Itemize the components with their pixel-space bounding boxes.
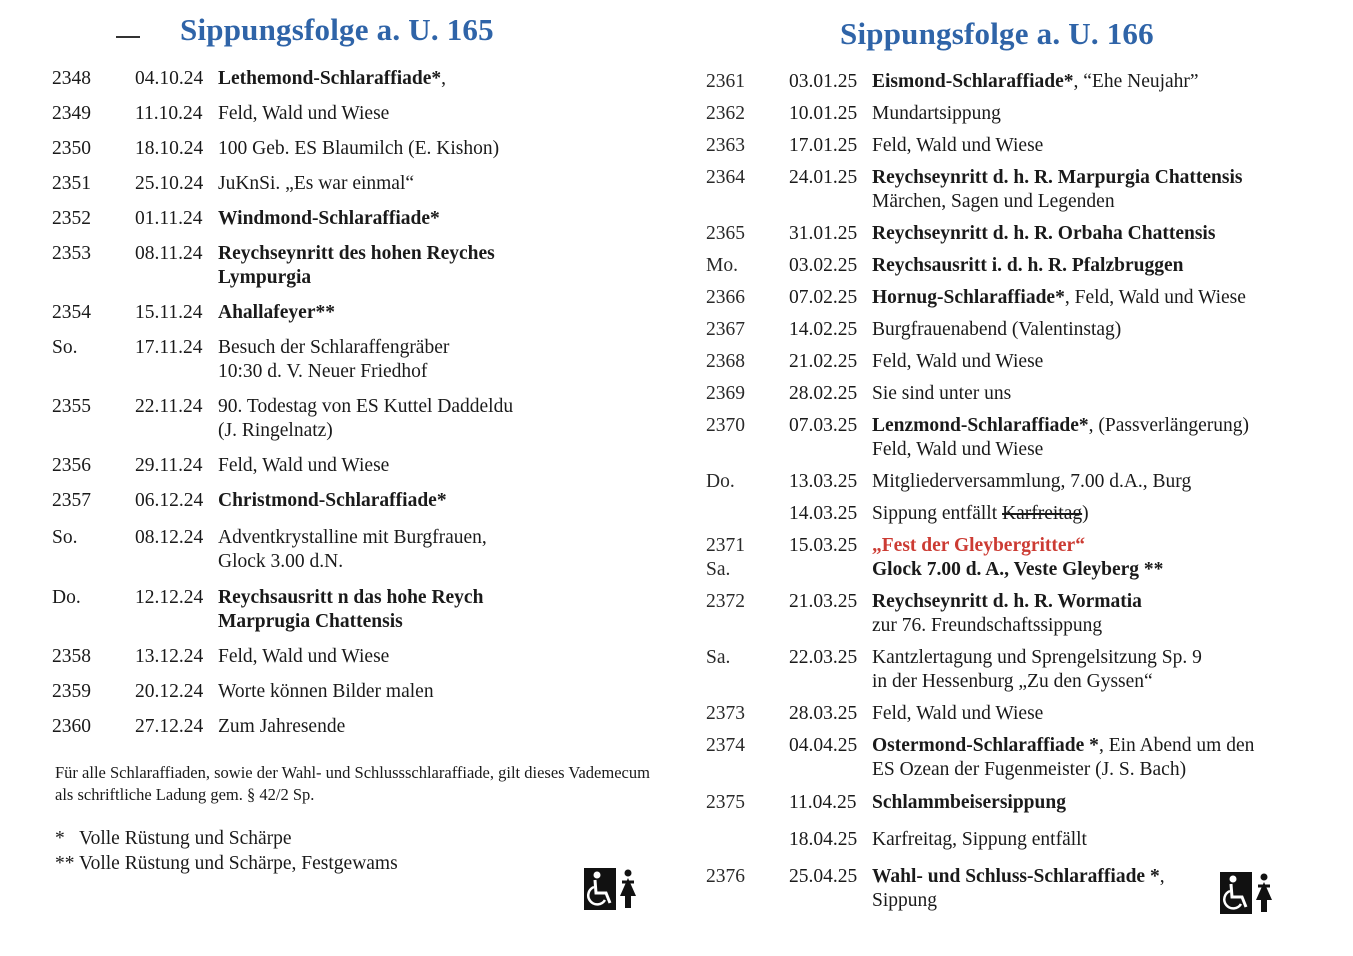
entry-date: 17.11.24: [135, 337, 203, 358]
event-title: Reychseynritt d. h. R. Orbaha Chattensis: [872, 223, 1216, 244]
event-highlight: „Fest der Gleybergritter“: [872, 535, 1085, 556]
entry-line-2: 10:30 d. V. Neuer Friedhof: [218, 361, 428, 382]
entry-text: [872, 254, 1183, 278]
event-title: Ostermond-Schlaraffiade *: [872, 735, 1099, 756]
entry-text: [872, 102, 1001, 126]
entry-line: [872, 734, 1254, 758]
entry-text: [872, 828, 1087, 852]
entry-date: 04.04.25: [789, 735, 858, 756]
event-detail: Feld, Wald und Wiese: [218, 103, 390, 124]
entry-date: 14.03.25: [789, 503, 858, 524]
entry-date: 22.11.24: [135, 396, 203, 417]
entry-number: [52, 336, 77, 360]
event-detail: , Ein Abend um den: [1098, 735, 1255, 756]
entry-number-text: 2351: [52, 173, 91, 194]
entry-number: [706, 734, 745, 758]
entry-number: [706, 70, 745, 94]
entry-text: [872, 791, 1066, 815]
entry-number: [706, 286, 745, 310]
entry-number: [52, 172, 91, 196]
entry-date: 03.01.25: [789, 71, 858, 92]
entry-number: [52, 242, 91, 266]
entry-line: [218, 680, 434, 704]
entry-date: 24.01.25: [789, 167, 858, 188]
entry-date: 21.03.25: [789, 591, 858, 612]
entry-number: [52, 680, 91, 704]
event-title: Schlammbeisersippung: [872, 792, 1066, 813]
entry-date: 17.01.25: [789, 135, 858, 156]
entry-line: [218, 172, 414, 196]
event-detail: ): [1082, 503, 1089, 524]
event-title: Reychsausritt i. d. h. R. Pfalzbruggen: [872, 255, 1184, 276]
entry-line: [218, 454, 389, 478]
entry-weekday: Sa.: [706, 559, 731, 580]
entry-date: 18.04.25: [789, 829, 858, 850]
entry-date: 07.02.25: [789, 287, 858, 308]
entry-line: [218, 102, 389, 126]
entry-line: [872, 502, 1089, 526]
entry-date: 15.03.25: [789, 535, 858, 556]
entry-line: [872, 791, 1066, 815]
entry-line-2: ES Ozean der Fugenmeister (J. S. Bach): [872, 759, 1187, 780]
entry-number: [706, 646, 730, 670]
entry-line: [872, 70, 1199, 94]
entry-date: 20.12.24: [135, 681, 204, 702]
entry-number-text: 2371: [706, 535, 745, 556]
entry-date: 31.01.25: [789, 223, 858, 244]
entry-line: [872, 102, 1001, 126]
entry-number-text: 2364: [706, 167, 745, 188]
entry-number-text: 2360: [52, 716, 91, 737]
entry-date: 28.02.25: [789, 383, 858, 404]
event-detail: , “Ehe Neujahr”: [1073, 71, 1199, 92]
entry-line: [218, 301, 335, 325]
entry-text: [218, 586, 483, 634]
accessibility-icon: [1220, 872, 1276, 914]
entry-line: [218, 336, 449, 360]
entry-text: [218, 526, 487, 574]
entry-line: [872, 470, 1191, 494]
event-detail: , (Passverlängerung): [1088, 415, 1249, 436]
entry-line: [872, 646, 1202, 670]
entry-date: 28.03.25: [789, 703, 858, 724]
legend-item: * Volle Rüstung und Schärpe: [55, 828, 292, 849]
entry-number-text: Do.: [52, 587, 81, 608]
entry-number-text: 2365: [706, 223, 745, 244]
entry-number-text: 2352: [52, 208, 91, 229]
legend-item: ** Volle Rüstung und Schärpe, Festgewams: [55, 853, 398, 874]
entry-line: [872, 166, 1243, 190]
entry-number: [52, 645, 91, 669]
entry-text: [218, 336, 449, 384]
entry-date: 11.04.25: [789, 792, 857, 813]
event-title: Reychseynritt d. h. R. Marpurgia Chattensis: [872, 167, 1243, 188]
entry-number-text: 2374: [706, 735, 745, 756]
event-detail: Kantzlertagung und Sprengelsitzung Sp. 9: [872, 647, 1202, 668]
entry-text: [218, 489, 447, 513]
entry-date: 21.02.25: [789, 351, 858, 372]
event-title: Ahallafeyer**: [218, 302, 335, 323]
event-detail: 90. Todestag von ES Kuttel Daddeldu: [218, 396, 514, 417]
entry-number-text: 2368: [706, 351, 745, 372]
entry-line-2: Sippung: [872, 890, 938, 911]
entry-line: [872, 414, 1249, 438]
event-title: Lethemond-Schlaraffiade*: [218, 68, 442, 89]
entry-text: [872, 590, 1142, 638]
entry-date: 11.10.24: [135, 103, 203, 124]
entry-number: [52, 67, 91, 91]
entry-date: 27.12.24: [135, 716, 204, 737]
entry-line: [872, 382, 1011, 406]
page-title-right: Sippungsfolge a. U. 166: [840, 16, 1154, 51]
entry-line: [218, 395, 513, 419]
entry-number-text: 2348: [52, 68, 91, 89]
event-detail: Sippung entfällt: [872, 503, 1002, 524]
event-detail: Mundartsippung: [872, 103, 1001, 124]
entry-number-text: 2359: [52, 681, 91, 702]
entry-number-text: Sa.: [706, 647, 731, 668]
entry-line: [872, 590, 1142, 614]
entry-text: [218, 715, 345, 739]
entry-number-text: 2358: [52, 646, 91, 667]
event-title: Reychsausritt n das hohe Reych: [218, 587, 484, 608]
entry-text: [872, 166, 1243, 214]
entry-date: 04.10.24: [135, 68, 204, 89]
scan-mark: [116, 36, 140, 38]
entry-number-text: 2356: [52, 455, 91, 476]
entry-number: [706, 414, 745, 438]
event-detail: Feld, Wald und Wiese: [218, 455, 390, 476]
entry-number: [706, 254, 738, 278]
entry-text: [218, 172, 414, 196]
entry-date: 12.12.24: [135, 587, 204, 608]
entry-line: [872, 865, 1165, 889]
entry-number-text: 2354: [52, 302, 91, 323]
event-detail: Adventkrystalline mit Burgfrauen,: [218, 527, 487, 548]
entry-text: [872, 70, 1199, 94]
entry-number: [52, 526, 77, 550]
event-detail: Besuch der Schlaraffengräber: [218, 337, 450, 358]
entry-number-text: 2372: [706, 591, 745, 612]
entry-text: [218, 67, 446, 91]
footnote: Für alle Schlaraffiaden, sowie der Wahl- und Schlussschlaraffiade, gilt dieses Vademecum als schriftliche Ladung gem. § 42/2 Sp.: [55, 763, 650, 804]
entry-date: 08.11.24: [135, 243, 203, 264]
event-title: Wahl- und Schluss-Schlaraffiade *: [872, 866, 1160, 887]
entry-number: [706, 102, 745, 126]
entry-text: [872, 414, 1249, 462]
entry-date: 13.03.25: [789, 471, 858, 492]
entry-line: [872, 534, 1163, 558]
entry-number: [52, 301, 91, 325]
page-title-left: Sippungsfolge a. U. 165: [180, 12, 494, 47]
entry-number-text: 2350: [52, 138, 91, 159]
entry-number-text: 2357: [52, 490, 91, 511]
entry-text: [872, 222, 1215, 246]
struck-text: Karfreitag: [1002, 503, 1083, 524]
entry-line: [218, 645, 389, 669]
entry-number-text: 2375: [706, 792, 745, 813]
entry-number: [52, 715, 91, 739]
entry-text: [218, 102, 389, 126]
event-detail: Mitgliederversammlung, 7.00 d.A., Burg: [872, 471, 1192, 492]
entry-number: [706, 791, 745, 815]
entry-number: [706, 350, 745, 374]
entry-number-text: 2369: [706, 383, 745, 404]
event-detail: Karfreitag, Sippung entfällt: [872, 829, 1087, 850]
event-detail: ,: [1159, 866, 1165, 887]
entry-text: [872, 382, 1011, 406]
entry-number-text: 2370: [706, 415, 745, 436]
entry-number: [52, 454, 91, 478]
entry-number: [706, 470, 735, 494]
entry-text: [872, 470, 1191, 494]
entry-text: [872, 134, 1043, 158]
event-title: Windmond-Schlaraffiade*: [218, 208, 440, 229]
entry-number: [52, 207, 91, 231]
entry-number: [52, 102, 91, 126]
entry-text: [218, 207, 440, 231]
entry-text: [872, 502, 1089, 526]
entry-text: [218, 395, 513, 443]
event-detail: 100 Geb. ES Blaumilch (E. Kishon): [218, 138, 500, 159]
entry-line: [872, 222, 1215, 246]
entry-number-text: Do.: [706, 471, 735, 492]
entry-line: [872, 350, 1043, 374]
entry-line: [872, 286, 1246, 310]
entry-number-text: 2355: [52, 396, 91, 417]
entry-date: 25.04.25: [789, 866, 858, 887]
entry-line: [872, 318, 1121, 342]
accessibility-icon: [584, 868, 640, 910]
entry-date: 06.12.24: [135, 490, 204, 511]
entry-number: [706, 134, 745, 158]
entry-text: [218, 454, 389, 478]
entry-text: [872, 734, 1254, 782]
entry-date: 22.03.25: [789, 647, 858, 668]
entry-line-2: Glock 7.00 d. A., Veste Gleyberg **: [872, 559, 1164, 580]
entry-number: [706, 534, 745, 582]
event-detail: Feld, Wald und Wiese: [872, 135, 1044, 156]
entry-text: [218, 680, 434, 704]
entry-line: [218, 489, 447, 513]
entry-line-2: zur 76. Freundschaftssippung: [872, 615, 1103, 636]
entry-number: [706, 702, 745, 726]
event-detail: , Feld, Wald und Wiese: [1064, 287, 1246, 308]
entry-date: 10.01.25: [789, 103, 858, 124]
entry-line: [218, 242, 495, 266]
event-detail: JuKnSi. „Es war einmal“: [218, 173, 415, 194]
entry-number-text: 2362: [706, 103, 745, 124]
entry-number-text: So.: [52, 527, 78, 548]
event-title: Eismond-Schlaraffiade*: [872, 71, 1074, 92]
entry-number: [52, 586, 81, 610]
entry-number: [52, 137, 91, 161]
entry-text: [872, 702, 1043, 726]
entry-line: [872, 702, 1043, 726]
event-title: Reychseynritt d. h. R. Wormatia: [872, 591, 1142, 612]
event-detail: Feld, Wald und Wiese: [872, 703, 1044, 724]
entry-line: [218, 67, 446, 91]
entry-date: 14.02.25: [789, 319, 858, 340]
entry-text: [872, 865, 1165, 913]
entry-number-text: 2353: [52, 243, 91, 264]
entry-text: [872, 350, 1043, 374]
entry-line: [218, 207, 440, 231]
entry-number-text: 2367: [706, 319, 745, 340]
entry-date: 13.12.24: [135, 646, 204, 667]
entry-date: 03.02.25: [789, 255, 858, 276]
entry-date: 01.11.24: [135, 208, 203, 229]
event-detail: Feld, Wald und Wiese: [872, 351, 1044, 372]
event-title: Lenzmond-Schlaraffiade*: [872, 415, 1089, 436]
entry-number: [52, 395, 91, 419]
entry-text: [218, 301, 335, 325]
entry-line-2: Glock 3.00 d.N.: [218, 551, 344, 572]
entry-number-text: So.: [52, 337, 78, 358]
entry-number-text: 2376: [706, 866, 745, 887]
event-detail: Feld, Wald und Wiese: [218, 646, 390, 667]
entry-date: 08.12.24: [135, 527, 204, 548]
entry-number-text: Mo.: [706, 255, 738, 276]
entry-line: [218, 137, 499, 161]
entry-number: [706, 318, 745, 342]
entry-number: [706, 590, 745, 614]
entry-number: [706, 865, 745, 889]
entry-number: [706, 166, 745, 190]
entry-number-text: 2366: [706, 287, 745, 308]
entry-line-2: (J. Ringelnatz): [218, 420, 333, 441]
entry-line: [872, 254, 1183, 278]
entry-text: [872, 534, 1163, 582]
entry-number: [706, 382, 745, 406]
entry-date: 25.10.24: [135, 173, 204, 194]
entry-line-2: Marprugia Chattensis: [218, 611, 403, 632]
entry-text: [218, 242, 495, 290]
entry-number-text: 2361: [706, 71, 745, 92]
event-detail: Burgfrauenabend (Valentinstag): [872, 319, 1122, 340]
right-page: [676, 0, 1353, 956]
entry-date: 07.03.25: [789, 415, 858, 436]
entry-line: [872, 134, 1043, 158]
entry-line-2: Lympurgia: [218, 267, 312, 288]
legend: [55, 826, 398, 876]
event-title: Hornug-Schlaraffiade*: [872, 287, 1065, 308]
event-title: Reychseynritt des hohen Reyches: [218, 243, 495, 264]
event-title: Christmond-Schlaraffiade*: [218, 490, 447, 511]
entry-text: [218, 645, 389, 669]
entry-number-text: 2363: [706, 135, 745, 156]
entry-text: [872, 318, 1121, 342]
event-detail: Zum Jahresende: [218, 716, 346, 737]
entry-text: [872, 286, 1246, 310]
entry-line-2: Feld, Wald und Wiese: [872, 439, 1044, 460]
entry-date: 18.10.24: [135, 138, 204, 159]
entry-line: [218, 526, 487, 550]
entry-text: [218, 137, 499, 161]
entry-number: [706, 222, 745, 246]
entry-date: 29.11.24: [135, 455, 203, 476]
left-page: [0, 0, 676, 956]
entry-number-text: 2349: [52, 103, 91, 124]
entry-line: [218, 586, 483, 610]
entry-text: [872, 646, 1202, 694]
entry-number: [52, 489, 91, 513]
entry-line-2: in der Hessenburg „Zu den Gyssen“: [872, 671, 1153, 692]
entry-date: 15.11.24: [135, 302, 203, 323]
event-detail: Worte können Bilder malen: [218, 681, 434, 702]
event-detail: ,: [441, 68, 447, 89]
entry-line-2: Märchen, Sagen und Legenden: [872, 191, 1115, 212]
event-detail: Sie sind unter uns: [872, 383, 1012, 404]
entry-number-text: 2373: [706, 703, 745, 724]
entry-line: [872, 828, 1087, 852]
entry-line: [218, 715, 345, 739]
